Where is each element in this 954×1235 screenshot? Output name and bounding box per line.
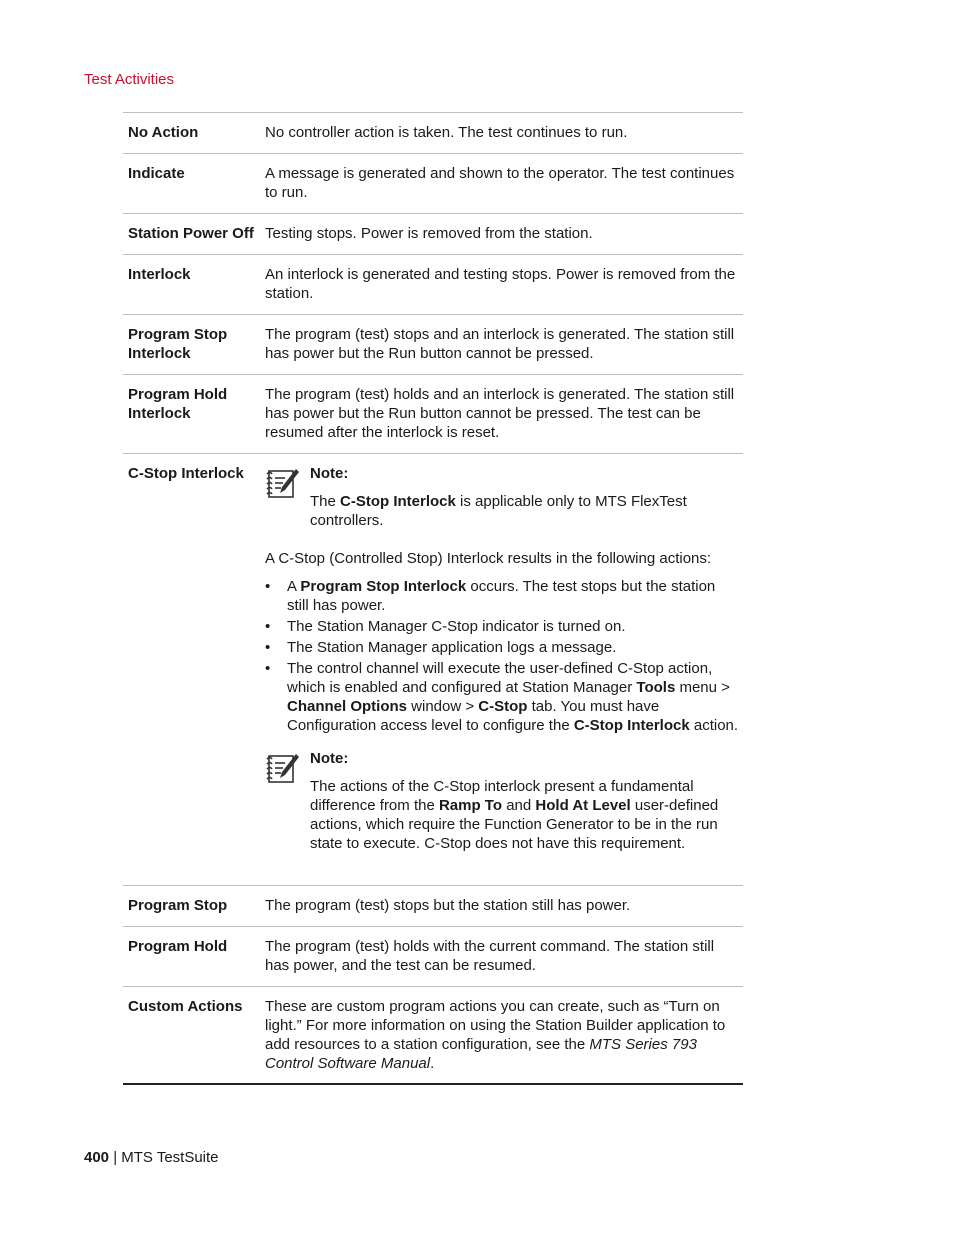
note-pencil-icon (265, 749, 310, 853)
term-description: The program (test) holds with the current command. The station still has power, and the test can be resumed. (265, 938, 715, 974)
note-pencil-icon (265, 464, 310, 530)
note-callout (265, 464, 740, 530)
term-description (265, 464, 743, 873)
table-row-station-power-off (123, 214, 743, 255)
term-label: Station Power Off (128, 225, 254, 242)
page-footer (84, 1148, 219, 1168)
term-description: An interlock is generated and testing stops. Power is removed from the station. (265, 266, 736, 302)
c-stop-actions-list (265, 577, 740, 735)
note-heading: Note: (310, 465, 349, 482)
term-label: Interlock (128, 266, 191, 283)
manual-reference: MTS Series 793 Control Software Manual (265, 1036, 697, 1072)
footer-separator: | (109, 1149, 122, 1166)
term-label: Program Stop (128, 897, 228, 914)
note-heading: Note: (310, 750, 349, 767)
section-title: Test Activities (84, 71, 175, 88)
term-label: Program Stop Interlock (128, 326, 228, 362)
table-row-c-stop-interlock (123, 454, 743, 886)
table-row-custom-actions (123, 987, 743, 1083)
table-row-indicate (123, 154, 743, 214)
term-description: No controller action is taken. The test continues to run. (265, 124, 628, 141)
term-description: The program (test) holds and an interlock is generated. The station still has power but the Run button cannot be pressed. The test can be resumed after the interlock is reset. (265, 386, 735, 441)
note-text: The C-Stop Interlock is applicable only to MTS FlexTest controllers. (310, 493, 687, 529)
term-description: The program (test) stops but the station still has power. (265, 897, 631, 914)
term-description: These are custom program actions you can create, such as “Turn on light.” For more information on using the Station Builder application to add resources to a station configuration, see the MTS Series 793 Control Software Manual. (265, 998, 726, 1072)
note-body (310, 464, 740, 530)
term-label: Program Hold Interlock (128, 386, 228, 422)
table-row-program-hold-interlock (123, 375, 743, 454)
table-row-interlock (123, 255, 743, 315)
page-number: 400 (84, 1149, 110, 1166)
table-row-program-stop-interlock (123, 315, 743, 375)
term-description: Testing stops. Power is removed from the station. (265, 225, 593, 242)
note-body (310, 749, 740, 853)
note-text: The actions of the C-Stop interlock present a fundamental difference from the Ramp To and Hold At Level user-defined actions, which require the Function Generator to be in the run state to execute. C-Stop does not have this requirement. (310, 778, 719, 852)
term-description: A message is generated and shown to the operator. The test continues to run. (265, 165, 735, 201)
table-row-program-stop (123, 886, 743, 927)
table-row-no-action (123, 113, 743, 154)
term-label: Indicate (128, 165, 185, 182)
term-label: Custom Actions (128, 998, 243, 1015)
table-row-program-hold (123, 927, 743, 987)
actions-table (123, 112, 743, 1085)
term-label: Program Hold (128, 938, 228, 955)
note-callout (265, 749, 740, 853)
term-label: C-Stop Interlock (128, 465, 244, 482)
term-description: The program (test) stops and an interlock is generated. The station still has power but the Run button cannot be pressed. (265, 326, 735, 362)
c-stop-intro: A C-Stop (Controlled Stop) Interlock results in the following actions: (265, 550, 712, 567)
list-item: • The Station Manager C-Stop indicator is turned on. (265, 618, 626, 635)
list-item: • A Program Stop Interlock occurs. The test stops but the station still has power. (265, 578, 716, 614)
list-item: • The control channel will execute the user-defined C-Stop action, which is enabled and configured at Station Manager Tools menu > Channel Options window > C-Stop tab. You must have Configuration access level to configure the C-Stop Interlock action. (265, 660, 739, 734)
footer-doc-title: MTS TestSuite (121, 1149, 219, 1166)
term-label: No Action (128, 124, 199, 141)
list-item: • The Station Manager application logs a message. (265, 639, 617, 656)
